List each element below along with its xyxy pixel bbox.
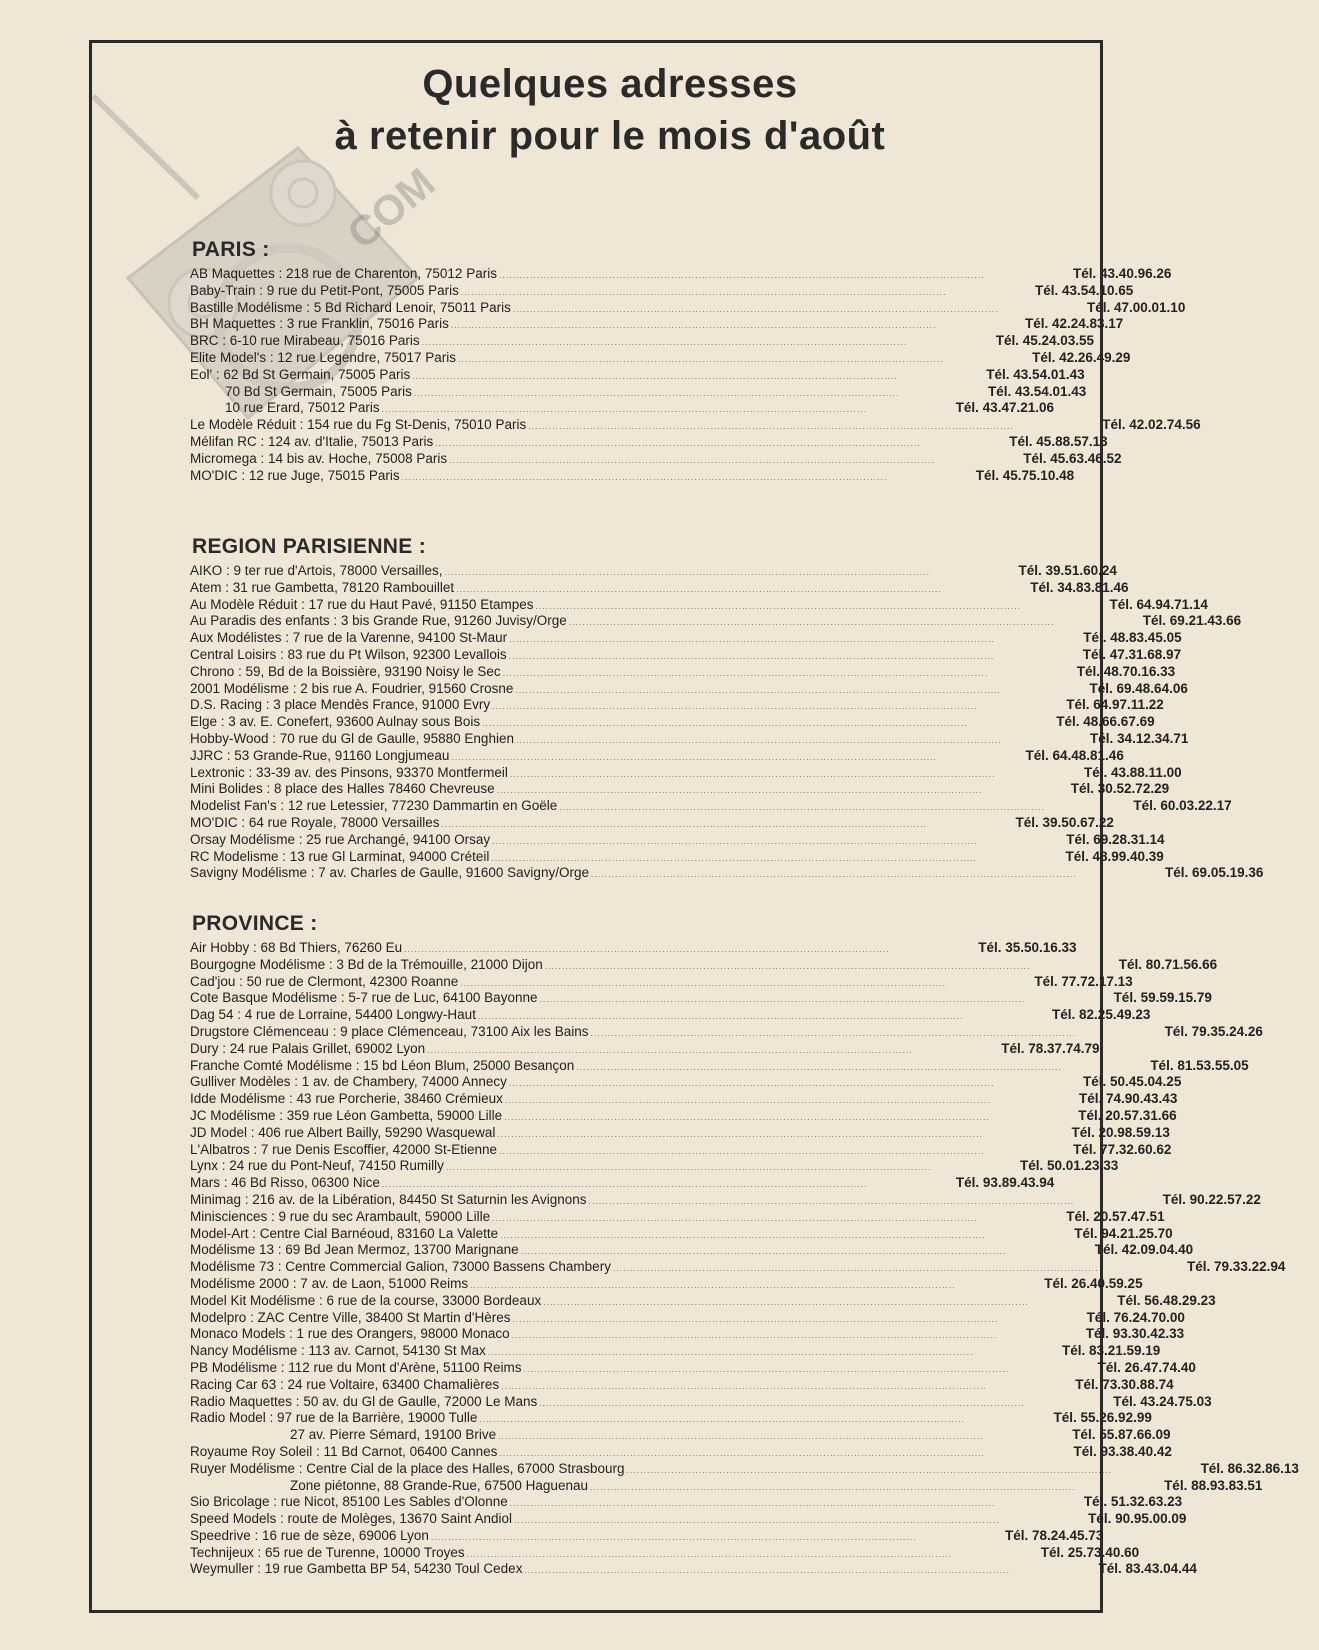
shop-address: Speed Models : route de Molèges, 13670 Saint Andiol (190, 1511, 512, 1527)
shop-address: JD Model : 406 rue Albert Bailly, 59290 Wasquewal (190, 1124, 496, 1140)
shop-address: Savigny Modélisme : 7 av. Charles de Gaulle, 91600 Savigny/Orge (190, 865, 589, 881)
shop-address: Atem : 31 rue Gambetta, 78120 Rambouillet (190, 579, 455, 595)
shop-address: Dag 54 : 4 rue de Lorraine, 54400 Longwy-Haut (190, 1007, 476, 1023)
phone-number: Tél. 74.90.43.43 (1079, 1091, 1178, 1107)
shop-address: Mélifan RC : 124 av. d'Italie, 75013 Paris (190, 433, 434, 449)
address-row (190, 1023, 1263, 1041)
phone-number: Tél. 26.47.74.40 (1097, 1359, 1196, 1375)
phone-number: Tél. 77.32.60.62 (1073, 1141, 1172, 1157)
shop-address: PB Modélisme : 112 rue du Mont d'Arène, 51100 Reims (190, 1359, 522, 1375)
phone-number: Tél. 45.63.46.52 (1023, 450, 1122, 466)
phone-number: Tél. 55.87.66.09 (1072, 1427, 1171, 1443)
shop-address: Mini Bolides : 8 place des Halles 78460 Chevreuse (190, 781, 495, 797)
address-row (190, 730, 1189, 748)
phone-number: Tél. 47.31.68.97 (1082, 646, 1182, 662)
phone-number: Tél. 69.48.64.06 (1089, 680, 1188, 696)
shop-address: Aux Modélistes : 7 rue de la Varenne, 94100 St-Maur (190, 630, 508, 646)
shop-address: Lextronic : 33-39 av. des Pinsons, 93370 Montfermeil (190, 764, 508, 780)
address-row (190, 333, 1095, 350)
address-row (190, 865, 1264, 882)
shop-address: Modélisme 73 : Centre Commercial Galion, 73000 Bassens Chambery (190, 1259, 611, 1275)
phone-number: Tél. 80.71.56.66 (1118, 956, 1218, 972)
section-paris (190, 238, 1201, 484)
address-row (190, 663, 1176, 681)
phone-number: Tél. 25.73.40.60 (1040, 1544, 1140, 1560)
address-row (190, 646, 1182, 664)
address-row (190, 798, 1232, 815)
phone-number: Tél. 76.24.70.00 (1086, 1309, 1185, 1325)
address-row (190, 747, 1124, 765)
phone-number: Tél. 42.26.49.29 (1032, 349, 1131, 365)
shop-address: Racing Car 63 : 24 rue Voltaire, 63400 Chamalières (190, 1376, 500, 1392)
phone-number: Tél. 88.93.83.51 (1164, 1477, 1263, 1493)
phone-number: Tél. 78.24.45.73 (1005, 1527, 1104, 1543)
address-row (190, 1124, 1170, 1142)
address-list (190, 266, 1201, 484)
address-row (190, 940, 1077, 957)
section-heading: REGION PARISIENNE : (192, 535, 427, 558)
phone-number: Tél. 43.40.96.26 (1073, 266, 1172, 281)
phone-number: Tél. 43.54.01.43 (986, 366, 1085, 382)
address-row (190, 1511, 1187, 1528)
address-row (190, 831, 1165, 849)
address-row (190, 400, 1054, 417)
address-row (190, 1074, 1182, 1091)
address-row (190, 613, 1242, 630)
dot-leader (591, 865, 1075, 884)
address-row (190, 349, 1131, 367)
shop-address: Weymuller : 19 rue Gambetta BP 54, 54230 Toul Cedex (190, 1561, 523, 1577)
shop-address: Dury : 24 rue Palais Grillet, 69002 Lyon (190, 1040, 426, 1056)
section-province (190, 912, 1299, 1578)
phone-number: Tél. 48.99.40.39 (1065, 848, 1164, 864)
phone-number: Tél. 64.48.81.46 (1025, 747, 1124, 763)
address-row (190, 1443, 1172, 1461)
phone-number: Tél. 43.88.11.00 (1084, 764, 1182, 780)
shop-address: Radio Maquettes : 50 av. du Gl de Gaulle, 72000 Le Mans (190, 1393, 538, 1409)
address-row (190, 697, 1164, 714)
shop-address: 10 rue Erard, 75012 Paris (225, 400, 380, 416)
phone-number: Tél. 64.94.71.14 (1109, 596, 1208, 612)
phone-number: Tél. 20.57.47.51 (1066, 1208, 1165, 1224)
shop-address: BH Maquettes : 3 rue Franklin, 75016 Paris (190, 316, 449, 332)
address-row (190, 1225, 1173, 1243)
shop-address: AB Maquettes : 218 rue de Charenton, 75012 Paris (190, 266, 497, 281)
shop-address: Idde Modélisme : 43 rue Porcherie, 38460 Crémieux (190, 1091, 503, 1107)
phone-number: Tél. 90.22.57.22 (1162, 1191, 1261, 1207)
address-row (190, 1326, 1185, 1343)
phone-number: Tél. 43.24.75.03 (1113, 1393, 1212, 1409)
shop-address: Drugstore Clémenceau : 9 place Clémenceau, 73100 Aix les Bains (190, 1023, 589, 1039)
shop-address: Technijeux : 65 rue de Turenne, 10000 Troyes (190, 1544, 465, 1560)
phone-number: Tél. 81.53.55.05 (1150, 1057, 1249, 1073)
phone-number: Tél. 93.30.42.33 (1085, 1326, 1185, 1342)
address-row (190, 1410, 1152, 1427)
address-row (190, 1107, 1177, 1125)
address-row (190, 814, 1114, 832)
phone-number: Tél. 39.51.60.24 (1018, 563, 1117, 578)
address-row (190, 316, 1124, 333)
address-row (190, 563, 1117, 580)
address-row (190, 1359, 1196, 1377)
address-row (190, 1494, 1183, 1511)
address-row (190, 417, 1201, 434)
address-list (190, 563, 1264, 882)
phone-number: Tél. 50.01.23.33 (1019, 1158, 1119, 1174)
phone-number: Tél. 48.83.45.05 (1083, 630, 1182, 646)
shop-address: Bourgogne Modélisme : 3 Bd de la Trémouille, 21000 Dijon (190, 956, 543, 972)
section-heading: PROVINCE : (192, 912, 318, 935)
shop-address: RC Modelisme : 13 rue Gl Larminat, 94000 Créteil (190, 848, 490, 864)
shop-address: Franche Comté Modélisme : 15 bd Léon Blum, 25000 Besançon (190, 1057, 575, 1073)
shop-address: Sio Bricolage : rue Nicot, 85100 Les Sables d'Olonne (190, 1494, 508, 1510)
shop-address: BRC : 6-10 rue Mirabeau, 75016 Paris (190, 333, 420, 349)
shop-address: Air Hobby : 68 Bd Thiers, 76260 Eu (190, 940, 403, 955)
shop-address: AIKO : 9 ter rue d'Artois, 78000 Versailles, (190, 563, 443, 578)
address-row (190, 1561, 1197, 1578)
phone-number: Tél. 43.54.01.43 (987, 383, 1087, 399)
shop-address: Speedrive : 16 rue de sèze, 69006 Lyon (190, 1527, 429, 1543)
shop-address: Baby-Train : 9 rue du Petit-Pont, 75005 Paris (190, 282, 459, 298)
address-row (190, 1191, 1261, 1209)
shop-address: Minisciences : 9 rue du sec Arambault, 59000 Lille (190, 1208, 491, 1224)
page-title (230, 58, 990, 162)
shop-address: Hobby-Wood : 70 rue du Gl de Gaulle, 95880 Enghien (190, 730, 514, 746)
address-row (190, 1460, 1299, 1478)
shop-address: Au Paradis des enfants : 3 bis Grande Rue, 91260 Juvisy/Orge (190, 613, 567, 629)
address-row (190, 579, 1129, 597)
title-line-2: à retenir pour le mois d'août (334, 114, 886, 158)
phone-number: Tél. 45.75.10.48 (975, 467, 1075, 483)
address-row (190, 764, 1182, 782)
phone-number: Tél. 94.21.25.70 (1074, 1225, 1173, 1241)
shop-address: Orsay Modélisme : 25 rue Archangé, 94100 Orsay (190, 831, 491, 847)
shop-address: 70 Bd St Germain, 75005 Paris (225, 383, 412, 399)
address-row (190, 1427, 1171, 1444)
shop-address: Bastille Modélisme : 5 Bd Richard Lenoir, 75011 Paris (190, 299, 511, 315)
phone-number: Tél. 59.59.15.79 (1113, 990, 1212, 1006)
shop-address: Modélisme 13 : 69 Bd Jean Mermoz, 13700 Marignane (190, 1242, 519, 1258)
address-row (190, 1275, 1143, 1293)
shop-address: Eol' : 62 Bd St Germain, 75005 Paris (190, 366, 411, 382)
address-list (190, 940, 1299, 1578)
phone-number: Tél. 83.21.59.19 (1061, 1343, 1161, 1359)
shop-address: Modélisme 2000 : 7 av. de Laon, 51000 Reims (190, 1275, 469, 1291)
phone-number: Tél. 42.24.83.17 (1024, 316, 1124, 332)
phone-number: Tél. 48.70.16.33 (1076, 663, 1176, 679)
shop-address: Le Modèle Réduit : 154 rue du Fg St-Denis, 75010 Paris (190, 417, 527, 433)
shop-address: JJRC : 53 Grande-Rue, 91160 Longjumeau (190, 747, 450, 763)
phone-number: Tél. 35.50.16.33 (978, 940, 1077, 955)
address-row (190, 680, 1188, 698)
shop-address: Zone piétonne, 88 Grande-Rue, 67500 Haguenau (290, 1477, 588, 1493)
shop-address: Elge : 3 av. E. Conefert, 93600 Aulnay sous Bois (190, 714, 481, 730)
address-row (190, 781, 1170, 798)
phone-number: Tél. 60.03.22.17 (1133, 798, 1232, 814)
phone-number: Tél. 45.24.03.55 (995, 333, 1095, 349)
shop-address: L'Albatros : 7 rue Denis Escoffier, 42000 St-Etienne (190, 1141, 498, 1157)
address-row (190, 714, 1155, 731)
address-row (190, 266, 1172, 283)
address-row (190, 433, 1108, 451)
phone-number: Tél. 20.98.59.13 (1071, 1124, 1170, 1140)
title-line-1: Quelques adresses (422, 62, 798, 106)
address-row (190, 1544, 1140, 1562)
section-region-parisienne (190, 535, 1264, 882)
address-row (190, 1309, 1185, 1327)
phone-number: Tél. 48.66.67.69 (1056, 714, 1155, 730)
phone-number: Tél. 77.72.17.13 (1034, 973, 1133, 989)
shop-address: Cote Basque Modélisme : 5-7 rue de Luc, 64100 Bayonne (190, 990, 538, 1006)
address-row (190, 1208, 1165, 1226)
phone-number: Tél. 69.28.31.14 (1066, 831, 1165, 847)
shop-address: Minimag : 216 av. de la Libération, 84450 St Saturnin les Avignons (190, 1191, 587, 1207)
shop-address: Nancy Modélisme : 113 av. Carnot, 54130 St Max (190, 1343, 486, 1359)
shop-address: MO'DIC : 12 rue Juge, 75015 Paris (190, 467, 400, 483)
phone-number: Tél. 20.57.31.66 (1078, 1107, 1177, 1123)
address-row (190, 1175, 1055, 1192)
address-row (190, 1091, 1178, 1108)
shop-address: Elite Model's : 12 rue Legendre, 75017 Paris (190, 349, 456, 365)
address-row (190, 467, 1075, 485)
phone-number: Tél. 64.97.11.22 (1066, 697, 1164, 713)
address-row (190, 366, 1085, 384)
phone-number: Tél. 73.30.88.74 (1075, 1376, 1174, 1392)
address-row (190, 1527, 1104, 1545)
phone-number: Tél. 93.38.40.42 (1073, 1443, 1172, 1459)
address-row (190, 596, 1208, 614)
address-row (190, 1477, 1263, 1495)
address-row (190, 383, 1087, 401)
phone-number: Tél. 56.48.29.23 (1117, 1292, 1216, 1308)
phone-number: Tél. 42.02.74.56 (1102, 417, 1201, 433)
phone-number: Tél. 45.88.57.13 (1009, 433, 1108, 449)
phone-number: Tél. 51.32.63.23 (1083, 1494, 1183, 1510)
shop-address: Modelpro : ZAC Centre Ville, 38400 St Martin d'Hères (190, 1309, 511, 1325)
address-row (190, 450, 1122, 468)
phone-number: Tél. 93.89.43.94 (955, 1175, 1055, 1191)
address-row (190, 1242, 1194, 1259)
phone-number: Tél. 39.50.67.22 (1015, 814, 1114, 830)
shop-address: 2001 Modélisme : 2 bis rue A. Foudrier, 91560 Crosne (190, 680, 514, 696)
address-row (190, 973, 1133, 991)
shop-address: D.S. Racing : 3 place Mendès France, 91000 Evry (190, 697, 491, 713)
address-row (190, 630, 1182, 647)
section-heading: PARIS : (192, 238, 270, 261)
phone-number: Tél. 30.52.72.29 (1070, 781, 1170, 797)
address-row (190, 848, 1164, 866)
address-row (190, 1141, 1172, 1159)
phone-number: Tél. 86.32.86.13 (1200, 1460, 1299, 1476)
shop-address: 27 av. Pierre Sémard, 19100 Brive (290, 1427, 497, 1443)
dot-leader (402, 468, 886, 487)
phone-number: Tél. 55.26.92.99 (1053, 1410, 1152, 1426)
shop-address: JC Modélisme : 359 rue Léon Gambetta, 59000 Lille (190, 1107, 503, 1123)
shop-address: Radio Model : 97 rue de la Barrière, 19000 Tulle (190, 1410, 478, 1426)
phone-number: Tél. 43.47.21.06 (955, 400, 1054, 416)
address-row (190, 956, 1218, 974)
shop-address: Modelist Fan's : 12 rue Letessier, 77230 Dammartin en Goële (190, 798, 558, 814)
phone-number: Tél. 78.37.74.79 (1001, 1040, 1100, 1056)
address-row (190, 299, 1186, 317)
phone-number: Tél. 79.33.22.94 (1187, 1259, 1286, 1275)
address-row (190, 1158, 1119, 1175)
phone-number: Tél. 42.09.04.40 (1094, 1242, 1194, 1258)
shop-address: Gulliver Modèles : 1 av. de Chambery, 74000 Annecy (190, 1074, 507, 1090)
phone-number: Tél. 34.12.34.71 (1090, 730, 1189, 746)
address-row (190, 1292, 1216, 1310)
phone-number: Tél. 82.25.49.23 (1052, 1007, 1151, 1023)
phone-number: Tél. 47.00.01.10 (1087, 299, 1186, 315)
phone-number: Tél. 69.05.19.36 (1165, 865, 1264, 881)
phone-number: Tél. 26.40.59.25 (1044, 1275, 1143, 1291)
phone-number: Tél. 90.95.00.09 (1088, 1511, 1187, 1527)
shop-address: Model-Art : Centre Cial Barnéoud, 83160 La Valette (190, 1225, 499, 1241)
address-row (190, 1393, 1212, 1411)
shop-address: Monaco Models : 1 rue des Orangers, 98000 Monaco (190, 1326, 510, 1342)
shop-address: Lynx : 24 rue du Pont-Neuf, 74150 Rumilly (190, 1158, 444, 1174)
address-row (190, 990, 1212, 1007)
phone-number: Tél. 50.45.04.25 (1083, 1074, 1182, 1090)
shop-address: Chrono : 59, Bd de la Boissière, 93190 Noisy le Sec (190, 663, 501, 679)
address-row (190, 1343, 1161, 1360)
phone-number: Tél. 79.35.24.26 (1164, 1023, 1263, 1039)
shop-address: Model Kit Modélisme : 6 rue de la course, 33000 Bordeaux (190, 1292, 542, 1308)
shop-address: Au Modèle Réduit : 17 rue du Haut Pavé, 91150 Etampes (190, 596, 534, 612)
watermark-text: COM (338, 158, 444, 258)
shop-address: Central Loisirs : 83 rue du Pt Wilson, 92300 Levallois (190, 646, 507, 662)
address-row (190, 1040, 1100, 1058)
phone-number: Tél. 34.83.81.46 (1030, 579, 1129, 595)
shop-address: Cad'jou : 50 rue de Clermont, 42300 Roanne (190, 973, 459, 989)
address-row (190, 1259, 1286, 1276)
address-row (190, 1376, 1174, 1394)
shop-address: Royaume Roy Soleil : 11 Bd Carnot, 06400 Cannes (190, 1443, 498, 1459)
address-row (190, 1057, 1249, 1075)
shop-address: Micromega : 14 bis av. Hoche, 75008 Paris (190, 450, 448, 466)
shop-address: Ruyer Modélisme : Centre Cial de la place des Halles, 67000 Strasbourg (190, 1460, 625, 1476)
phone-number: Tél. 43.54.10.65 (1034, 282, 1134, 298)
shop-address: MO'DIC : 64 rue Royale, 78000 Versailles (190, 814, 440, 830)
dot-leader (524, 1561, 1008, 1580)
address-row (190, 282, 1134, 300)
shop-address: Mars : 46 Bd Risso, 06300 Nice (190, 1175, 380, 1191)
address-row (190, 1007, 1151, 1024)
phone-number: Tél. 83.43.04.44 (1098, 1561, 1197, 1577)
phone-number: Tél. 69.21.43.66 (1142, 613, 1242, 629)
